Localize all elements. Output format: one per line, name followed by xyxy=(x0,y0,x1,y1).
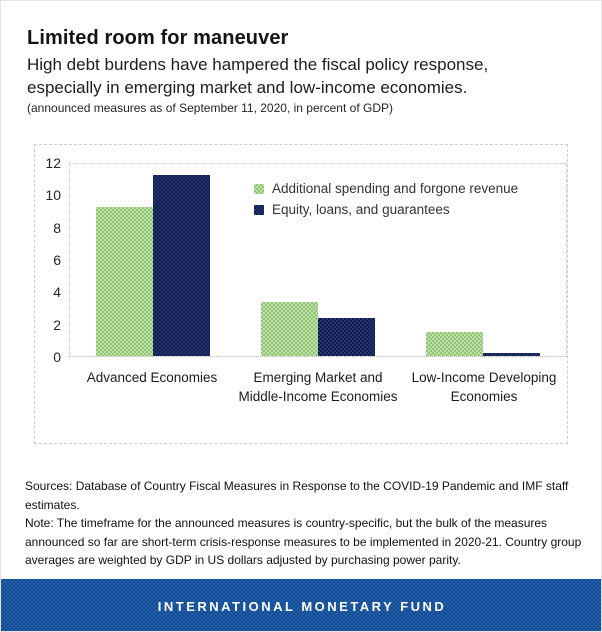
sources-text: Sources: Database of Country Fiscal Measures in Response to the COVID-19 Pandemic and IMF staff estimates. xyxy=(25,479,569,512)
bar-equity-loans-guarantees xyxy=(318,318,375,356)
y-axis-tick-label: 4 xyxy=(53,284,61,301)
legend-label: Equity, loans, and guarantees xyxy=(272,202,450,217)
bar-group xyxy=(70,164,235,356)
legend-swatch-icon xyxy=(254,205,264,215)
legend-swatch-icon xyxy=(254,184,264,194)
y-axis-tick-label: 12 xyxy=(45,155,61,171)
bar-additional-spending xyxy=(426,332,483,356)
bar-additional-spending xyxy=(96,207,153,356)
y-axis-tick-label: 2 xyxy=(53,316,61,333)
legend-item xyxy=(254,178,518,199)
page-subtitle xyxy=(27,53,567,99)
chart-legend xyxy=(254,178,518,220)
subtitle-line-1: High debt burdens have hampered the fiscal policy response, xyxy=(27,55,489,74)
x-axis-category-label: Low-Income Developing Economies xyxy=(411,370,557,404)
subtitle-line-2: especially in emerging market and low-income economies. xyxy=(27,78,468,97)
legend-label: Additional spending and forgone revenue xyxy=(272,181,519,196)
x-axis xyxy=(69,368,567,406)
imf-footer-bar xyxy=(1,579,602,632)
chart-caption-note: (announced measures as of September 11, 2020, in percent of GDP) xyxy=(27,101,393,115)
y-axis-tick-label: 8 xyxy=(53,219,61,236)
note-text: Note: The timeframe for the announced measures is country-specific, but the bulk of the measures announced so far are short-term crisis-response measures to be implemented in 2020-21. Country group averages are weighted by GDP in US dollars adjusted by purchasing power parity. xyxy=(25,516,582,567)
footnotes xyxy=(25,477,583,570)
imf-footer-text: INTERNATIONAL MONETARY FUND xyxy=(157,598,447,614)
bar-equity-loans-guarantees xyxy=(483,353,540,356)
bar-additional-spending xyxy=(261,302,318,356)
x-axis-category-label: Emerging Market and Middle-Income Economies xyxy=(238,370,398,404)
x-axis-category-label: Advanced Economies xyxy=(86,370,218,385)
y-axis xyxy=(35,145,61,443)
y-axis-tick-label: 6 xyxy=(53,252,61,268)
page-title: Limited room for maneuver xyxy=(27,27,289,49)
y-axis-tick-label: 10 xyxy=(45,187,61,204)
y-axis-tick-label: 0 xyxy=(53,349,61,365)
legend-item xyxy=(254,199,518,220)
bar-equity-loans-guarantees xyxy=(153,175,210,356)
